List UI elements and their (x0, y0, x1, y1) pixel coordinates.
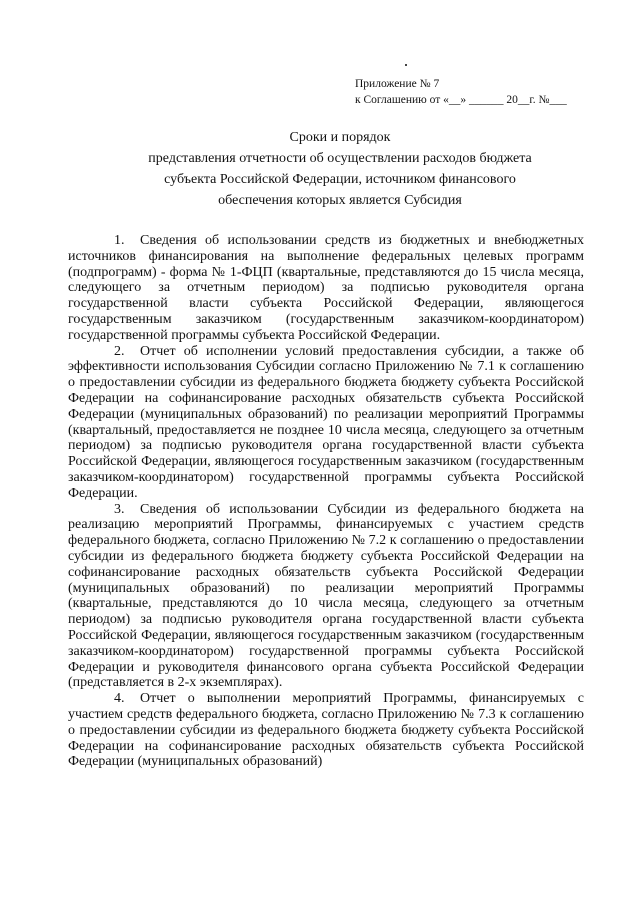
paragraph-4 (68, 691, 584, 770)
document-title (60, 127, 620, 211)
paragraph-text: Отчет об исполнении условий предоставления субсидии, а также об эффективности использования Субсидии согласно Приложению № 7.1 к соглашению о предоставлении субсидии из федерального бюджета бюджету субъекта Российской Федерации на софинансирование расходных обязательств субъекта Российской Федерации (муниципальных образований) по реализации мероприятий Программы (квартальный, предоставляется не позднее 10 числа месяца, следующего за отчетным периодом) за подписью руководителя органа государственной власти субъекта Российской Федерации, являющегося государственным заказчиком (государственным заказчиком-координатором) государственной программы субъекта Российской Федерации. (68, 343, 584, 501)
agreement-reference: к Соглашению от «__» ______ 20__г. №___ (355, 94, 567, 106)
appendix-header (355, 76, 585, 108)
title-line: обеспечения которых является Субсидия (218, 193, 462, 208)
paragraph-text: Сведения об использовании средств из бюджетных и внебюджетных источников финансирования на выполнение федеральных целевых программ (подпрограмм) - форма № 1-ФЦП (квартальные, представляются до 15 числа месяца, следующего за отчетным периодом) за подписью руководителя органа государственной власти субъекта Российской Федерации, являющегося государственным заказчиком (государственным заказчиком-координатором) государственной программы субъекта Российской Федерации. (68, 233, 584, 343)
title-line: субъекта Российской Федерации, источником финансового (164, 172, 516, 187)
title-line: представления отчетности об осуществлении расходов бюджета (148, 151, 532, 166)
paragraph-1 (68, 233, 584, 344)
paragraph-3 (68, 502, 584, 692)
appendix-number: Приложение № 7 (355, 78, 440, 90)
paragraph-number: 3. (114, 501, 125, 517)
paragraph-number: 2. (114, 343, 125, 359)
document-body (68, 233, 584, 770)
paragraph-2 (68, 344, 584, 502)
paragraph-number: 1. (114, 233, 125, 248)
paragraph-number: 4. (114, 691, 125, 707)
scan-speck (405, 64, 407, 66)
paragraph-text: Сведения об использовании Субсидии из федерального бюджета на реализацию мероприятий Программы, финансируемых с участием средств федерального бюджета, согласно Приложению № 7.2 к соглашению о предоставлении субсидии из федерального бюджета бюджету субъекта Российской Федерации на софинансирование расходных обязательств субъекта Российской Федерации (муниципальных образований) по реализации мероприятий Программы (квартальные, представляются до 10 числа месяца, следующего за отчетным периодом) за подписью руководителя органа государственной власти субъекта Российской Федерации, являющегося государственным заказчиком (государственным заказчиком-координатором) государственной программы субъекта Российской Федерации и руководителя финансового органа субъекта Российской Федерации (представляется в 2-х экземплярах). (68, 501, 584, 691)
title-line: Сроки и порядок (289, 130, 391, 145)
paragraph-text: Отчет о выполнении мероприятий Программы, финансируемых с участием средств федерального бюджета, согласно Приложению № 7.3 к соглашению о предоставлении субсидии из федерального бюджета бюджету субъекта Российской Федерации на софинансирование расходных обязательств субъекта Российской Федерации (муниципальных образований) (68, 691, 584, 770)
